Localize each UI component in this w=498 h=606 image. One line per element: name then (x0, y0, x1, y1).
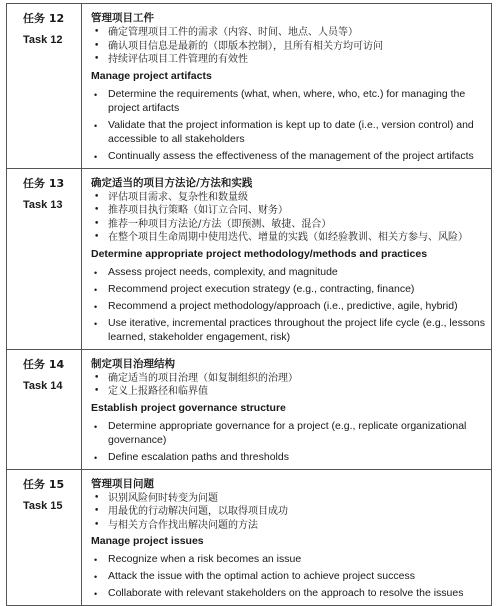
item-text-zh: 确定适当的项目治理（如复制组织的治理） (108, 372, 298, 384)
item-text-en: Validate that the project information is kept up to date (i.e., version control) and accessible to all stakeholders (108, 118, 474, 145)
bullet-icon: • (94, 218, 100, 229)
task-id-en: Task 15 (23, 499, 63, 512)
list-item (91, 26, 485, 40)
item-text-en: Recognize when a risk becomes an issue (108, 553, 302, 565)
list-item (91, 519, 485, 533)
list-item (91, 569, 485, 583)
list-item (91, 40, 485, 54)
task-items-en (91, 552, 485, 600)
bullet-icon: • (94, 232, 100, 242)
task-content-cell (82, 469, 492, 606)
item-text-zh: 推荐一种项目方法论/方法（即预测、敏捷、混合） (108, 218, 332, 230)
bullet-icon: • (94, 572, 98, 582)
task-id-en: Task 12 (23, 34, 63, 46)
bullet-icon: • (94, 267, 98, 278)
task-id-en: Task 14 (23, 379, 63, 392)
task-id-cell (7, 168, 82, 349)
item-text-zh: 定义上报路径和临界值 (108, 386, 208, 397)
list-item (91, 372, 485, 386)
list-item (91, 87, 485, 115)
task-title-zh: 制定项目治理结构 (91, 357, 175, 370)
list-item (91, 419, 485, 447)
bullet-icon: • (94, 40, 100, 51)
task-content-cell (82, 349, 492, 469)
list-item (91, 299, 485, 313)
list-item (91, 231, 485, 245)
bullet-icon: • (94, 120, 98, 131)
list-item (91, 149, 485, 163)
item-text-en: Determine appropriate governance for a project (e.g., replicate organizational governance) (108, 419, 467, 446)
item-text-zh: 在整个项目生命周期中使用迭代、增量的实践（如经验教训、相关方参与、风险） (108, 232, 468, 243)
task-items-zh (91, 26, 485, 67)
bullet-icon: • (94, 27, 100, 37)
item-text-zh: 确认项目信息是最新的（即版本控制），且所有相关方均可访问 (108, 40, 383, 52)
task-id-cell (7, 469, 82, 606)
task-content-cell (82, 168, 492, 349)
task-id-cell (7, 349, 82, 469)
task-id-zh: 任务 12 (23, 12, 65, 25)
item-text-en: Define escalation paths and thresholds (108, 450, 289, 463)
item-text-en: Use iterative, incremental practices throughout the project life cycle (e.g., lessons learned, stakeholder engagement, risk) (108, 316, 486, 343)
list-item (91, 191, 485, 205)
item-text-en: Recommend project execution strategy (e.g., contracting, finance) (108, 282, 415, 295)
list-item (91, 505, 485, 519)
bullet-icon: • (94, 205, 100, 215)
list-item (91, 316, 485, 344)
bullet-icon: • (94, 555, 98, 565)
list-item (91, 265, 485, 279)
task-title-en: Manage project artifacts (91, 69, 212, 82)
item-text-en: Assess project needs, complexity, and magnitude (108, 265, 338, 278)
bullet-icon: • (94, 372, 100, 383)
task-items-zh (91, 492, 485, 533)
item-text-zh: 用最优的行动解决问题，以取得项目成功 (108, 506, 288, 517)
task-items-en (91, 87, 485, 163)
task-title-zh: 管理项目工件 (91, 12, 154, 24)
list-item (91, 118, 485, 146)
task-content-cell (82, 4, 492, 169)
bullet-icon: • (94, 519, 100, 530)
task-row (7, 4, 492, 169)
task-id-zh: 任务 13 (23, 176, 65, 190)
task-title-zh: 确定适当的项目方法论/方法和实践 (91, 176, 253, 189)
list-item (91, 53, 485, 67)
bullet-icon: • (94, 386, 100, 396)
bullet-icon: • (94, 89, 98, 100)
bullet-icon: • (94, 506, 100, 516)
task-id-zh: 任务 15 (23, 477, 65, 491)
item-text-zh: 识别风险何时转变为问题 (108, 492, 218, 504)
task-id-zh: 任务 14 (23, 357, 65, 371)
item-text-en: Determine the requirements (what, when, where, who, etc.) for managing the project artifacts (108, 87, 466, 114)
bullet-icon: • (94, 284, 98, 295)
item-text-zh: 持续评估项目工件管理的有效性 (108, 54, 248, 65)
bullet-icon: • (94, 589, 98, 599)
bullet-icon: • (94, 191, 100, 202)
task-id-cell (7, 4, 82, 169)
item-text-zh: 推荐项目执行策略（如订立合同、财务） (108, 205, 288, 216)
task-items-en (91, 265, 485, 344)
task-row (7, 168, 492, 349)
list-item (91, 586, 485, 600)
list-item (91, 492, 485, 506)
task-items-zh (91, 191, 485, 245)
item-text-en: Collaborate with relevant stakeholders on the approach to resolve the issues (108, 587, 464, 599)
bullet-icon: • (94, 452, 98, 463)
bullet-icon: • (94, 301, 98, 312)
bullet-icon: • (94, 492, 100, 503)
item-text-zh: 与相关方合作找出解决问题的方法 (108, 519, 258, 531)
bullet-icon: • (94, 151, 98, 162)
item-text-en: Attack the issue with the optimal action to achieve project success (108, 570, 415, 582)
bullet-icon: • (94, 54, 100, 64)
task-items-zh (91, 372, 485, 399)
task-row (7, 349, 492, 469)
task-id-en: Task 13 (23, 198, 63, 211)
task-items-en (91, 419, 485, 464)
task-title-en: Manage project issues (91, 535, 204, 547)
task-title-en: Establish project governance structure (91, 401, 286, 414)
item-text-en: Continually assess the effectiveness of the management of the project artifacts (108, 149, 474, 162)
item-text-zh: 评估项目需求、复杂性和数量级 (108, 191, 248, 203)
list-item (91, 552, 485, 566)
item-text-zh: 确定管理项目工件的需求（内容、时间、地点、人员等） (108, 27, 358, 38)
task-row (7, 469, 492, 606)
bullet-icon: • (94, 318, 98, 329)
bullet-icon: • (94, 421, 98, 432)
list-item (91, 218, 485, 232)
item-text-en: Recommend a project methodology/approach (i.e., predictive, agile, hybrid) (108, 299, 458, 312)
task-title-zh: 管理项目问题 (91, 477, 154, 490)
list-item (91, 450, 485, 464)
task-title-en: Determine appropriate project methodology/methods and practices (91, 247, 428, 260)
list-item (91, 204, 485, 218)
list-item (91, 385, 485, 399)
list-item (91, 282, 485, 296)
task-table (6, 3, 492, 606)
